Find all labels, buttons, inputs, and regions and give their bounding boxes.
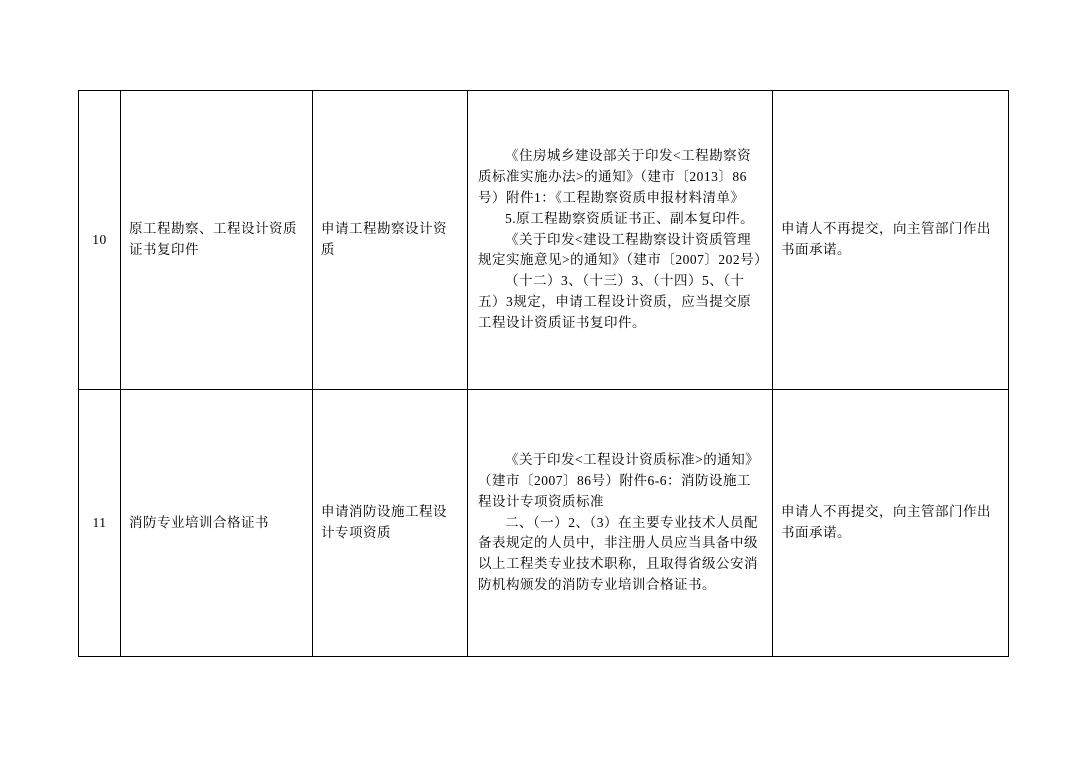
basis-paragraph: 5.原工程勘察资质证书正、副本复印件。 [505, 210, 755, 226]
row-legal-basis [468, 390, 773, 657]
basis-paragraph: 《住房城乡建设部关于印发<工程勘察资质标准实施办法>的通知》（建市〔2013〕86号）附件1：《工程勘察资质申报材料清单》 [478, 147, 752, 205]
row-note: 申请人不再提交，向主管部门作出书面承诺。 [773, 390, 1009, 657]
requirements-table [78, 90, 1009, 657]
row-item-name: 消防专业培训合格证书 [121, 390, 313, 657]
row-index: 10 [79, 91, 121, 390]
basis-paragraph: （十二）3、（十三）3、（十四）5、（十五）3规定，申请工程设计资质，应当提交原工程设计资质证书复印件。 [478, 273, 752, 331]
row-apply-scope: 申请工程勘察设计资质 [313, 91, 468, 390]
row-note: 申请人不再提交，向主管部门作出书面承诺。 [773, 91, 1009, 390]
table-row [79, 390, 1009, 657]
basis-paragraph: 《关于印发<建设工程勘察设计资质管理规定实施意见>的通知》（建市〔2007〕202号） [478, 231, 769, 268]
basis-paragraph: 《关于印发<工程设计资质标准>的通知》（建市〔2007〕86号）附件6-6：消防设施工程设计专项资质标准 [478, 451, 760, 509]
basis-paragraph: 二、（一）2、（3）在主要专业技术人员配备表规定的人员中，非注册人员应当具备中级以上工程类专业技术职称，且取得省级公安消防机构颁发的消防专业培训合格证书。 [478, 514, 758, 593]
row-item-name: 原工程勘察、工程设计资质证书复印件 [121, 91, 313, 390]
row-index: 11 [79, 390, 121, 657]
table-row [79, 91, 1009, 390]
row-apply-scope: 申请消防设施工程设计专项资质 [313, 390, 468, 657]
row-legal-basis [468, 91, 773, 390]
